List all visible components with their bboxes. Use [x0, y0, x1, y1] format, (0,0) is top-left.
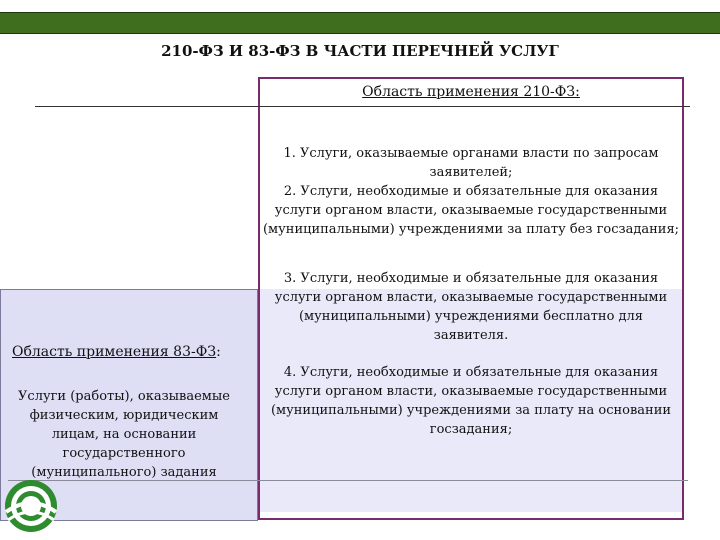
top-green-bar: [0, 12, 720, 34]
page-title: 210-ФЗ И 83-ФЗ В ЧАСТИ ПЕРЕЧНЕЙ УСЛУГ: [161, 42, 559, 60]
scope-210-item: 3. Услуги, необходимые и обязательные для оказания услуги органом власти, оказываемые государственными (муниципальными) учреждениями бесплатно для заявителя.: [274, 271, 668, 343]
scope-210-item: 4. Услуги, необходимые и обязательные для оказания услуги органом власти, оказываемые государственными (муниципальными) учреждениями за плату на основании госзадания;: [270, 365, 672, 437]
divider-line-bottom: [8, 480, 688, 481]
scope-210-item: 2. Услуги, необходимые и обязательные для оказания услуги органом власти, оказываемые государственными (муниципальными) учреждениями за плату без госзадания;: [262, 184, 680, 237]
scope-210-heading: Область применения 210-ФЗ:: [362, 84, 580, 100]
scope-210-item: 1. Услуги, оказываемые органами власти по запросам заявителей;: [283, 146, 659, 180]
scope-83-heading-wrap: [12, 344, 221, 360]
divider-line: [35, 106, 690, 107]
emblem-logo-icon: [2, 474, 60, 536]
scope-210-list: [262, 144, 680, 439]
scope-83-heading: Область применения 83-ФЗ: [12, 344, 217, 360]
scope-83-text: Услуги (работы), оказываемые физическим, юридическим лицам, на основании государственного (муниципального) задания: [18, 389, 230, 480]
scope-83-heading-colon: :: [216, 344, 221, 360]
